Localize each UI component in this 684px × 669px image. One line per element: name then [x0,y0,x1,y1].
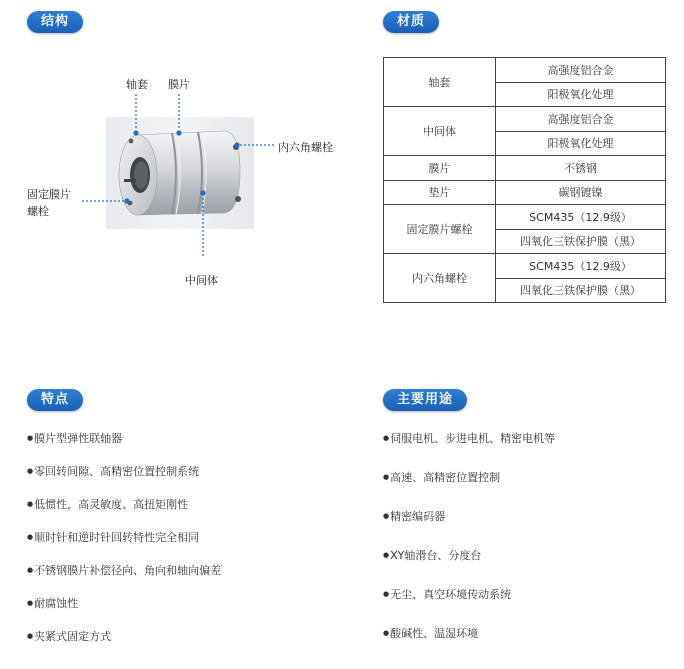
list-item: ● 酸碱性、温湿环境 [383,625,478,641]
part-cell: 轴套 [384,58,496,107]
part-cell: 内六角螺栓 [384,254,496,303]
section-title-structure: 结构 [27,11,83,33]
material-cell: 阳极氧化处理 [496,82,666,107]
material-cell: 不锈钢 [496,156,666,181]
section-title-material: 材质 [383,11,439,33]
material-cell: 碳钢镀镍 [496,180,666,205]
material-cell: 高强度铝合金 [496,58,666,83]
list-item: ● 耐腐蚀性 [27,595,78,611]
list-item: ● 顺时针和逆时针回转特性完全相同 [27,529,199,545]
material-cell: SCM435（12.9级） [496,254,666,279]
list-item: ● 伺服电机、步进电机、精密电机等 [383,430,555,446]
section-title-uses: 主要用途 [383,389,467,411]
coupling-illustration [106,117,254,229]
section-title-features: 特点 [27,389,83,411]
list-item: ● 零回转间隙、高精密位置控制系统 [27,463,199,479]
list-item: ● XY轴滑台、分度台 [383,547,481,563]
part-cell: 中间体 [384,107,496,156]
material-table [383,57,666,303]
material-cell: 四氧化三铁保护膜（黑） [496,278,666,303]
label-middle-body: 中间体 [185,274,218,287]
list-item: ● 高速、高精密位置控制 [383,469,500,485]
table-row [384,180,666,205]
material-cell: 四氧化三铁保护膜（黑） [496,229,666,254]
list-item: ● 精密编码器 [383,508,445,524]
label-sleeve: 轴套 [126,78,148,91]
coupling-photo [106,117,254,229]
part-cell: 固定膜片螺栓 [384,205,496,254]
table-row [384,107,666,132]
list-item: ● 不锈钢膜片补偿径向、角向和轴向偏差 [27,562,221,578]
table-row [384,254,666,279]
part-cell: 膜片 [384,156,496,181]
label-diaphragm: 膜片 [168,78,190,91]
material-cell: SCM435（12.9级） [496,205,666,230]
part-cell: 垫片 [384,180,496,205]
table-row [384,156,666,181]
label-hex-bolt: 内六角螺栓 [278,141,333,154]
material-cell: 阳极氧化处理 [496,131,666,156]
table-row [384,58,666,83]
list-item: ● 膜片型弹性联轴器 [27,430,122,446]
list-item: ● 低惯性，高灵敏度、高扭矩刚性 [27,496,188,512]
list-item: ● 无尘、真空环境传动系统 [383,586,511,602]
material-cell: 高强度铝合金 [496,107,666,132]
label-fixing-bolt: 固定膜片 螺栓 [27,188,71,218]
list-item: ● 夹紧式固定方式 [27,628,111,644]
table-row [384,205,666,230]
